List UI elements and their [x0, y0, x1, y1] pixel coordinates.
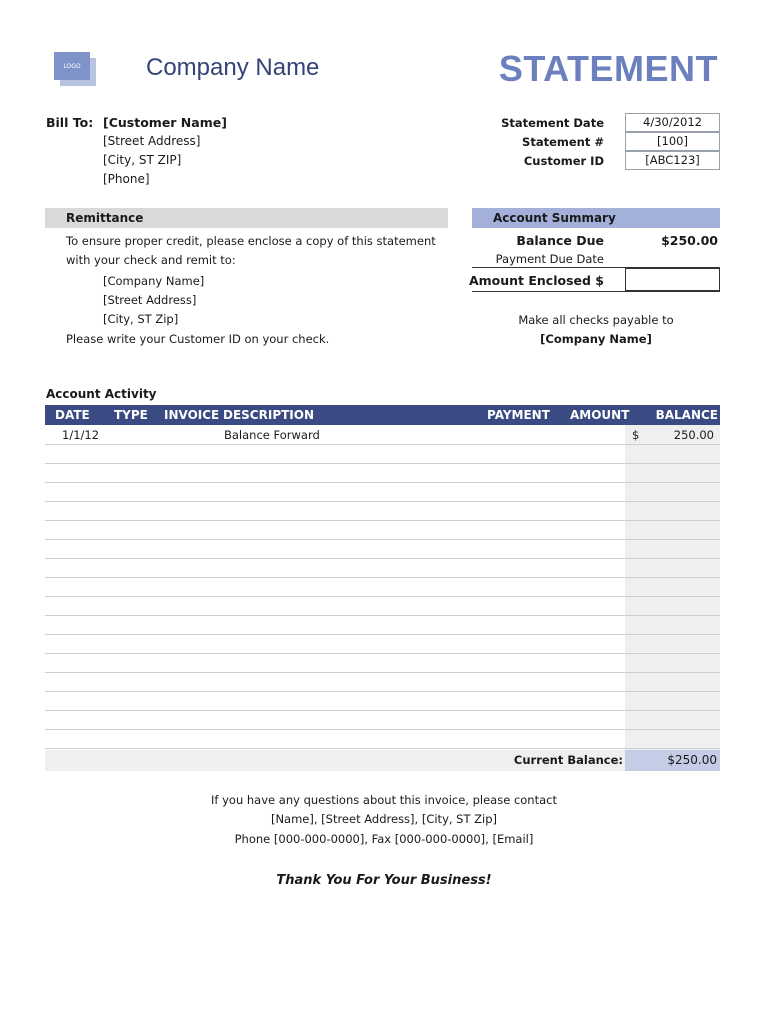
column-date: DATE — [55, 408, 90, 422]
payment-due-date-label: Payment Due Date — [495, 252, 604, 266]
table-row-divider — [45, 615, 720, 616]
remit-city: [City, ST Zip] — [103, 312, 179, 326]
customer-name: [Customer Name] — [103, 115, 227, 130]
table-row-divider — [45, 653, 720, 654]
account-activity-title: Account Activity — [46, 387, 157, 401]
remittance-note: Please write your Customer ID on your check. — [66, 332, 330, 346]
customer-id-label: Customer ID — [523, 154, 604, 168]
company-name: Company Name — [146, 54, 320, 81]
table-row-divider — [45, 577, 720, 578]
balance-due-label: Balance Due — [516, 233, 604, 248]
statement-date-label: Statement Date — [501, 116, 604, 130]
table-row-divider — [45, 539, 720, 540]
balance-due-value: $250.00 — [661, 233, 718, 248]
remit-company: [Company Name] — [103, 274, 205, 288]
contact-intro: If you have any questions about this invoice, please contact — [211, 793, 557, 807]
table-row-divider — [45, 710, 720, 711]
customer-city: [City, ST ZIP] — [103, 153, 182, 167]
table-row-divider — [45, 729, 720, 730]
table-row-divider — [45, 501, 720, 502]
column-type: TYPE — [114, 408, 148, 422]
table-row-divider — [45, 634, 720, 635]
remit-street: [Street Address] — [103, 293, 197, 307]
row-1-balance: 250.00 — [673, 428, 714, 442]
remittance-instruction-2: with your check and remit to: — [66, 253, 236, 267]
amount-enclosed-field[interactable] — [625, 268, 720, 291]
column-balance: BALANCE — [655, 408, 718, 422]
bill-to-label: Bill To: — [46, 115, 94, 130]
document-title: STATEMENT — [498, 48, 718, 89]
statement-date-field[interactable]: 4/30/2012 — [625, 113, 720, 132]
company-logo — [54, 52, 90, 80]
table-row-divider — [45, 463, 720, 464]
amount-enclosed-label: Amount Enclosed $ — [468, 273, 604, 288]
remittance-instruction-1: To ensure proper credit, please enclose a copy of this statement — [66, 234, 436, 248]
table-row-divider — [45, 520, 720, 521]
account-summary-heading: Account Summary — [472, 208, 720, 228]
table-row-divider — [45, 444, 720, 445]
logo-text: LOGO — [63, 62, 81, 70]
table-row-divider — [45, 672, 720, 673]
balance-column-shading — [625, 425, 720, 750]
statement-number-label: Statement # — [522, 135, 604, 149]
table-row-divider — [45, 691, 720, 692]
contact-phone-email: Phone [000-000-0000], Fax [000-000-0000], [Email] — [234, 832, 534, 846]
customer-phone: [Phone] — [103, 172, 150, 186]
thank-you-message: Thank You For Your Business! — [276, 873, 492, 888]
row-1-date: 1/1/12 — [62, 428, 100, 442]
column-invoice: INVOICE — [164, 408, 220, 422]
table-row-divider — [45, 596, 720, 597]
payable-to-text: Make all checks payable to — [518, 313, 674, 327]
customer-street: [Street Address] — [103, 134, 201, 148]
table-row-divider — [45, 748, 720, 749]
column-payment: PAYMENT — [487, 408, 550, 422]
table-row-divider — [45, 482, 720, 483]
summary-divider-bottom — [472, 291, 720, 292]
table-row-divider — [45, 558, 720, 559]
column-amount: AMOUNT — [570, 408, 630, 422]
row-1-description: Balance Forward — [224, 428, 320, 442]
current-balance-label: Current Balance: — [513, 753, 623, 767]
contact-address: [Name], [Street Address], [City, ST Zip] — [270, 812, 498, 826]
customer-id-field[interactable]: [ABC123] — [625, 151, 720, 170]
payable-company: [Company Name] — [540, 332, 652, 346]
column-description: DESCRIPTION — [223, 408, 315, 422]
statement-number-field[interactable]: [100] — [625, 132, 720, 151]
current-balance-value: $250.00 — [625, 750, 720, 771]
row-1-currency: $ — [632, 428, 640, 442]
remittance-heading: Remittance — [45, 208, 448, 228]
